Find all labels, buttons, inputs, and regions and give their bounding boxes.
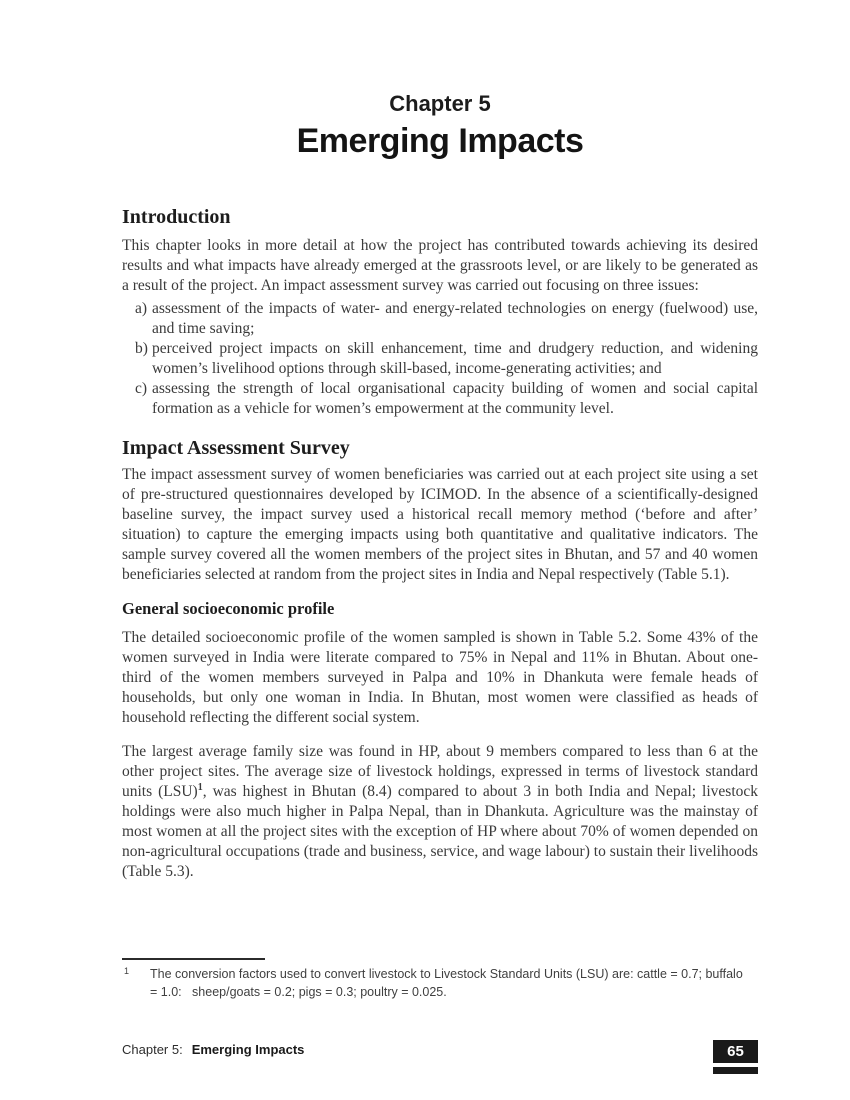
paragraph-text: , was highest in Bhutan (8.4) compared to about 3 in both India and Nepal; livestock holdings were also much higher in Palpa Nepal, than in Dhankuta. Agriculture was the mainstay of most women at all the project sites with the exception of HP where about 70% of women depended on non-agricultural occupations (trade and business, service, and wage labour) to sustain their livelihoods (Table 5.3).	[122, 783, 758, 880]
introduction-heading: Introduction	[122, 206, 231, 228]
page-content	[122, 0, 758, 882]
list-item	[135, 299, 758, 339]
footnote-reference: 1	[197, 781, 203, 793]
list-item-text: perceived project impacts on skill enhancement, time and drudgery reduction, and widening women’s livelihood options through skill-based, income-generating activities; and	[152, 340, 758, 377]
footer-chapter-prefix: Chapter 5:	[122, 1042, 183, 1057]
footnote-text	[150, 965, 762, 1001]
survey-heading: Impact Assessment Survey	[122, 437, 350, 459]
issues-list	[122, 299, 758, 419]
profile-subheading: General socioeconomic profile	[122, 599, 335, 618]
footer-chapter-title: Emerging Impacts	[191, 1042, 305, 1057]
page-title: Emerging Impacts	[296, 122, 584, 160]
footer-running-title	[122, 1042, 304, 1058]
list-item-text: assessment of the impacts of water- and energy-related technologies on energy (fuelwood) use, and time saving;	[152, 300, 758, 337]
chapter-label: Chapter 5	[389, 91, 491, 116]
list-item-text: assessing the strength of local organisational capacity building of women and social capital formation as a vehicle for women’s empowerment at the community level.	[152, 380, 758, 417]
list-item-marker: b)	[135, 340, 148, 357]
page-badge-bar	[713, 1067, 758, 1074]
footnote-line: The conversion factors used to convert livestock to Livestock Standard Units (LSU) are: cattle = 0.7; buffalo	[150, 967, 743, 981]
footnote-divider	[122, 958, 265, 960]
list-item	[135, 379, 758, 419]
list-item	[135, 339, 758, 379]
footnote-body	[122, 965, 762, 1001]
introduction-paragraph: This chapter looks in more detail at how the project has contributed towards achieving its desired results and what impacts have already emerged at the grassroots level, or are likely to be generated as a result of the project. An impact assessment survey was carried out focusing on three issues:	[122, 237, 758, 294]
profile-paragraph-1: The detailed socioeconomic profile of the women sampled is shown in Table 5.2. Some 43% of the women surveyed in India were literate compared to 75% in Nepal and 11% in Bhutan. About one-third of the women members surveyed in Palpa and 10% in Dhankuta were female heads of households, but only one woman in India. In Bhutan, most women were classified as heads of household reflecting the different social system.	[122, 629, 758, 726]
list-item-marker: c)	[135, 380, 148, 397]
list-item-marker: a)	[135, 300, 148, 317]
paragraph-text: The largest average family size was found in HP, about 9 members compared to less than 6 at the other project sites. The average size of livestock holdings, expressed in terms of livestock standard units (LSU)	[122, 743, 758, 800]
page-number: 65	[713, 1040, 758, 1063]
page-number-badge	[713, 1040, 758, 1074]
profile-paragraph-2	[122, 742, 758, 882]
footnote-marker: 1	[124, 966, 130, 976]
survey-paragraph: The impact assessment survey of women beneficiaries was carried out at each project site using a set of pre-structured questionnaires developed by ICIMOD. In the absence of a scientifically-designed baseline survey, the impact survey used a historical recall memory method (‘before and after’ situation) to capture the emerging impacts using both quantitative and qualitative indicators. The sample survey covered all the women members of the project sites in Bhutan, and 57 and 40 women beneficiaries selected at random from the project sites in India and Nepal respectively (Table 5.1).	[122, 466, 758, 583]
footnote	[122, 958, 762, 1001]
footnote-line: = 1.0: sheep/goats = 0.2; pigs = 0.3; poultry = 0.025.	[150, 985, 447, 999]
